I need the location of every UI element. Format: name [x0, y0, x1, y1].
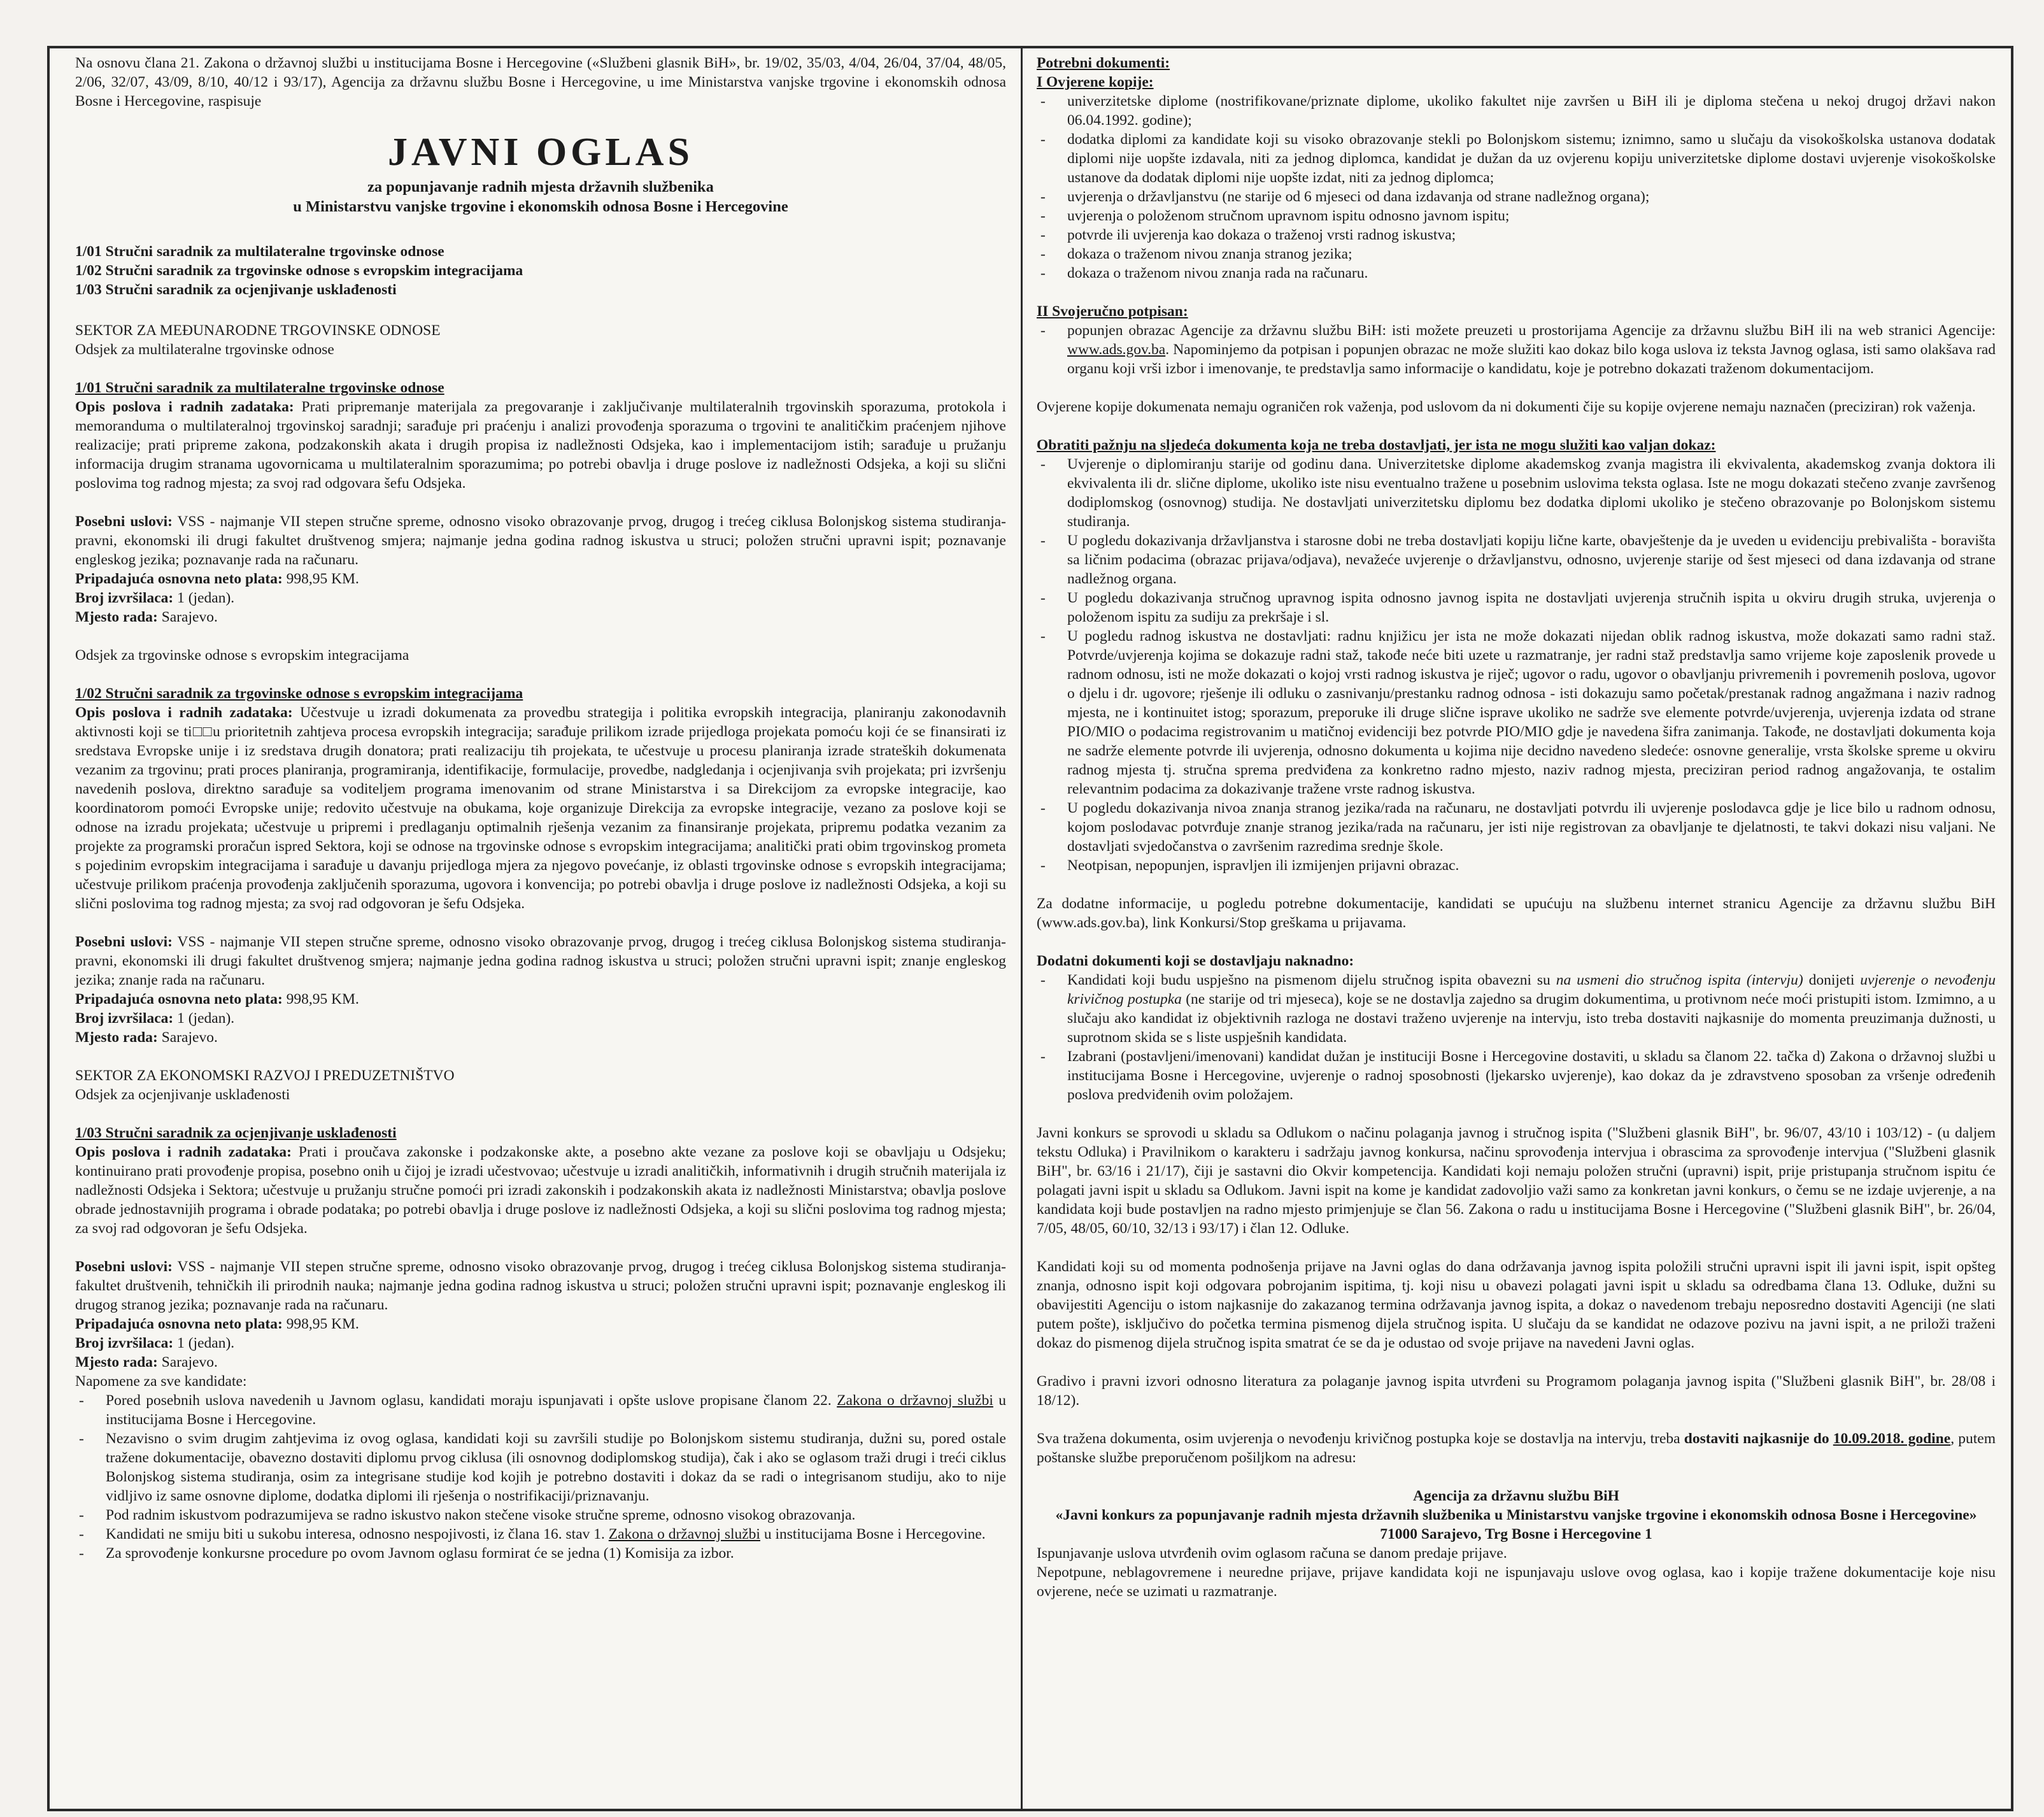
list-item: - U pogledu dokazivanja stručnog upravnog ispita odnosno javnog ispita ne dostavljati uvjerenja stručnih ispita u okviru drugih struka, uvjerenja o položenom ispitu za sudiju za prekršaje i sl. — [1037, 588, 1996, 627]
text: (ne starije od tri mjeseca), koje se ne dostavlja zajedno sa drugim dokumentima, u protivnom neće moći pristupiti istom. Izmimno, a u slučaju ako kandidat iz objektivnih razloga ne dostavi traženo uvjerenje na intervju, isto treba dostaviti najkasnije do momenta preuzimanja dužnosti, u suprotnom skida se s liste uspješnih kandidata. — [1067, 991, 1996, 1046]
work-location — [75, 1028, 1006, 1047]
text: . Napominjemo da potpisan i popunjen obrazac ne može služiti kao dokaz bilo koga uslova iz teksta Javnog oglasa, isti samo olakšava rad organu koji vrši izbor i imenovanje, te predstavlja samo informacije o kandidatu, koje je potrebno dokazati traženom dokumentacijom. — [1067, 341, 1996, 377]
mailing-address — [1037, 1486, 1996, 1544]
label: Broj izvršilaca: — [75, 1335, 174, 1351]
certified-copies-list — [1037, 92, 1996, 283]
left-column — [75, 53, 1006, 1582]
list-item: - U pogledu dokazivanja državljanstva i starosne dobi ne treba dostavljati kopiju lične karte, obavještenje da je uveden u evidenciju prebivališta - boravišta sa ličnim podacima (obrazac prijava/odjava), nevažeće uvjerenje o državljanstvu, odnosno, uvjerenje starije od šest mjeseci od dana izdavanja od strane nadležnog organa. — [1037, 531, 1996, 588]
job-description — [75, 1143, 1006, 1238]
label: Posebni uslovi: — [75, 934, 173, 950]
text: VSS - najmanje VII stepen stručne spreme, odnosno visoko obrazovanje prvog, drugog i trećeg ciklusa Bolonjskog sistema studiranja-pravni, ekonomski ili drugi fakultet društvenog smjera; najmanje jedna godina radnog iskustva u struci; položen stručni upravni ispit; znanje engleskog jezika; znanje rada na računaru. — [75, 934, 1006, 988]
list-item: - uvjerenja o položenom stručnom upravnom ispitu odnosno javnom ispitu; — [1037, 206, 1996, 225]
salary — [75, 1315, 1006, 1334]
position-item: 1/03 Stručni saradnik za ocjenjivanje usklađenosti — [75, 281, 397, 298]
attention-list — [1037, 455, 1996, 875]
intro-text: Na osnovu člana 21. Zakona o državnoj službi u institucijama Bosne i Hercegovine («Službeni glasnik BiH», br. 19/02, 35/03, 4/04, 26/04, 37/04, 48/05, 2/06, 32/07, 43/09, 8/10, 40/12 i 93/17), Agencija za državnu službu Bosne i Hercegovine, u ime Ministarstva vanjske trgovine i ekonomskih odnosa Bosne i Hercegovine, raspisuje — [75, 55, 1006, 110]
ad-title: JAVNI OGLAS — [387, 131, 694, 174]
text: donijeti — [1803, 972, 1861, 988]
deadline-label: dostaviti najkasnije do — [1684, 1430, 1833, 1447]
later-docs-list — [1037, 971, 1996, 1104]
label: Broj izvršilaca: — [75, 590, 174, 606]
department-name: Odsjek za multilateralne trgovinske odnose — [75, 341, 334, 358]
position-heading: 1/03 Stručni saradnik za ocjenjivanje usklađenosti — [75, 1125, 397, 1141]
list-item: - Neotpisan, nepopunjen, ispravljen ili izmijenjen prijavni obrazac. — [1037, 856, 1996, 875]
list-item — [75, 1391, 1006, 1429]
label: Pripadajuća osnovna neto plata: — [75, 1316, 283, 1332]
sector-heading: SEKTOR ZA MEĐUNARODNE TRGOVINSKE ODNOSE — [75, 322, 441, 339]
attention-heading: Obratiti pažnju na sljedeća dokumenta koja ne treba dostavljati, jer ista ne mogu služiti kao valjan dokaz: — [1037, 437, 1716, 453]
salary — [75, 569, 1006, 588]
text: Sva tražena dokumenta, osim uvjerenja o nevođenju krivičnog postupka koje se dostavlja na intervju, treba — [1037, 1430, 1684, 1447]
notes-heading: Napomene za sve kandidate: — [75, 1373, 247, 1390]
list-item: - potvrde ili uvjerenja kao dokaza o traženoj vrsti radnog iskustva; — [1037, 225, 1996, 245]
list-item: - univerzitetske diplome (nostrifikovane/priznate diplome, ukoliko fakultet nije završen u BiH ili je diploma stečena u nekoj drugoj državi nakon 06.04.1992. godine); — [1037, 92, 1996, 130]
label: Opis poslova i radnih zadataka: — [75, 399, 294, 415]
salary — [75, 990, 1006, 1009]
address-line: 71000 Sarajevo, Trg Bosne i Hercegovine 1 — [1380, 1526, 1652, 1543]
list-item — [1037, 321, 1996, 378]
list-item: - Za sprovođenje konkursne procedure po ovom Javnom oglasu formirat će se jedna (1) Komisija za izbor. — [75, 1544, 1006, 1563]
fulfillment-note: Ispunjavanje uslova utvrđenih ovim oglasom računa se danom predaje prijave. — [1037, 1545, 1507, 1562]
text: Pored posebnih uslova navedenih u Javnom oglasu, kandidati moraju ispunjavati i opšte uslove propisane članom 22. — [106, 1392, 837, 1409]
positions-list — [75, 242, 1006, 299]
validity-note: Ovjerene kopije dokumenata nemaju ograničen rok važenja, pod uslovom da ni dokumenti čije su kopije ovjerene nemaju naznačen (preciziran) rok važenja. — [1037, 399, 1976, 415]
ad-subtitle — [75, 177, 1006, 217]
value: 1 (jedan). — [173, 590, 235, 606]
candidates-paragraph: Kandidati koji su od momenta podnošenja prijave na Javni oglas do dana održavanja javnog ispita položili stručni upravni ispit ili javni ispit, ispit opšteg znanja, odnosno ispit koji odgovara pobrojanim ispitima, tj. koji nisu u obavezi polagati javni ispit u skladu sa odredbama člana 13. Odluke, dužni su obavijestiti Agenciju o istom najkasnije do zakazanog termina održavanja javnog ispita, a dokaz o navedenom trebaju neposredno dostaviti Agenciji (ne slati putem pošte), isključivo do početka termina pismenog dijela stručnog ispita. U slučaju da se kandidat ne odazove pozivu na javni ispit, a ne priloži traženi dokaz do pismenog dijela stručnog ispita smatrat će se da je odustao od svoje prijave na navedeni Javni oglas. — [1037, 1258, 1996, 1351]
label: Mjesto rada: — [75, 1029, 158, 1046]
executors — [75, 1334, 1006, 1353]
label: Broj izvršilaca: — [75, 1010, 174, 1027]
job-description — [75, 703, 1006, 913]
signed-form-heading: II Svojeručno potpisan: — [1037, 303, 1188, 320]
deadline-paragraph — [1037, 1429, 1996, 1467]
law-link: Zakona o državnoj službi — [608, 1526, 760, 1543]
list-item: - Uvjerenje o diplomiranju starije od godinu dana. Univerzitetske diplome akademskog zvanja magistra ili ekvivalenta, akademskog zvanja doktora ili ekvivalenta ili dr. slične diplome, ukoliko iste nisu eventualno tražene u posebnim uslovima teksta oglasa. Iste ne mogu dokazati stečeno zvanje završenog dodiplomskog (osnovnog) studija. Ne dostavljati univerzitetsku diplomu bez dodatka diplomi ukoliko je stečeno obrazovanje po Bolonjskom sistemu studiranja. — [1037, 455, 1996, 531]
website-link[interactable]: www.ads.gov.ba — [1067, 341, 1166, 358]
subtitle-line-1: za popunjavanje radnih mjesta državnih službenika — [367, 178, 714, 196]
position-heading: 1/02 Stručni saradnik za trgovinske odnose s evropskim integracijama — [75, 685, 523, 702]
label: Opis poslova i radnih zadataka: — [75, 704, 293, 721]
list-item — [1037, 971, 1996, 1047]
text: VSS - najmanje VII stepen stručne spreme, odnosno visoko obrazovanje prvog, drugog i trećeg ciklusa Bolonjskog sistema studiranja-fakultet društvenih, tehničkih ili prirodnih nauka; najmanje jedna godina radnog iskustva u struci; položen stručni upravni ispit; poznavanje engleskog ili drugog stranog jezika; poznavanje rada na računaru. — [75, 1258, 1006, 1313]
list-item: - Pod radnim iskustvom podrazumijeva se radno iskustvo nakon stečene visoke stručne spreme, odnosno visokog obrazovanja. — [75, 1506, 1006, 1525]
column-divider — [1021, 47, 1023, 1809]
text: Prati i proučava zakonske i podzakonske akte, a posebno akte vezane za poslove koji se obavljaju u Odsjeku; kontinuirano prati provođenje propisa, posebno onih u čijoj je izradi učestvovao; učestvuje u izradi analitičkih, informativnih i drugih stručnih materijala iz nadležnosti Odsjeka i Sektora; učestvuje u pružanju stručne pomoći pri izradi zakonskih i podzakonskih akata iz nadležnosti Ministarstva; obavlja poslove obrade jednostavnijih programa i obrade podataka; po potrebi obavlja i druge poslove iz nadležnosti Odsjeka, a koji su slični poslovima tog radnog mjesta; za svoj rad odgovoran je šefu Odsjeka. — [75, 1144, 1006, 1237]
label: Pripadajuća osnovna neto plata: — [75, 991, 283, 1008]
text: popunjen obrazac Agencije za državnu službu BiH: isti možete preuzeti u prostorijama Agencije za državnu službu BiH ili na web stranici Agencije: — [1067, 322, 1996, 339]
label: Mjesto rada: — [75, 1354, 158, 1371]
work-location — [75, 608, 1006, 627]
later-docs-heading: Dodatni dokumenti koji se dostavljaju naknadno: — [1037, 953, 1354, 969]
value: 1 (jedan). — [173, 1335, 235, 1351]
value: 998,95 KM. — [282, 571, 359, 587]
list-item: - Izabrani (postavljeni/imenovani) kandidat dužan je instituciji Bosne i Hercegovine dostaviti, u skladu sa članom 22. tačka d) Zakona o državnoj službi u institucijama Bosne i Hercegovine, uvjerenje o radnoj sposobnosti (ljekarsko uvjerenje), kao dokaz da je zdravstveno sposoban za vršenje određenih poslova predviđenih ovim položajem. — [1037, 1047, 1996, 1104]
list-item: - dodatka diplomi za kandidate koji su visoko obrazovanje stekli po Bolonjskom sistemu; iznimno, samo u slučaju da visokoškolska ustanova dodatak diplomi nije uopšte izdavala, niti za jednog diplomca, kandidat je dužan da uz ovjerenu kopiju univerzitetske diplome dostavi uvjerenje visokoškolske ustanove da dodatak diplomi nije uopšte izdat, niti za jednog diplomca; — [1037, 130, 1996, 187]
deadline-date: 10.09.2018. godine — [1833, 1430, 1951, 1447]
required-docs-heading: Potrebni dokumenti: — [1037, 55, 1170, 71]
label: Opis poslova i radnih zadataka: — [75, 1144, 292, 1160]
subtitle-line-2: u Ministarstvu vanjske trgovine i ekonomskih odnosa Bosne i Hercegovine — [293, 198, 788, 215]
label: Pripadajuća osnovna neto plata: — [75, 571, 283, 587]
department-name: Odsjek za ocjenjivanje usklađenosti — [75, 1087, 290, 1103]
special-conditions — [75, 512, 1006, 569]
position-heading: 1/01 Stručni saradnik za multilateralne trgovinske odnose — [75, 380, 444, 396]
sector-heading: SEKTOR ZA EKONOMSKI RAZVOJ I PREDUZETNIŠTVO — [75, 1067, 455, 1084]
incomplete-note: Nepotpune, neblagovremene i neuredne prijave, prijave kandidata koji ne ispunjavaju uslove ovog oglasa, kao i kopije tražene dokumentacije koje nisu ovjerene, neće se uzimati u razmatranje. — [1037, 1564, 1996, 1600]
list-item: - dokaza o traženom nivou znanja rada na računaru. — [1037, 264, 1996, 283]
certified-copies-heading: I Ovjerene kopije: — [1037, 74, 1154, 90]
value: Sarajevo. — [157, 1354, 218, 1371]
list-item: - Nezavisno o svim drugim zahtjevima iz ovog oglasa, kandidati koji su završili studije po Bolonjskom sistemu studiranja, dužni su, pored ostale tražene dokumentacije, obavezno dostaviti diplomu prvog ciklusa (ili osnovnog dodiplomskog studija), čak i ako se oglasom traži drugi i treći ciklus Bolonjskog sistema studiranja, osim za integrisane studije kod kojih je potrebno dostaviti i dokaz da se radi o integrisanom studiju, ako to nije vidljivo iz same osnovne diplome, dodatka diplomi ili rješenja o nostrifikaciji/priznavanju. — [75, 1429, 1006, 1506]
list-item: - uvjerenja o državljanstvu (ne starije od 6 mjeseci od dana izdavanja od strane nadležnog organa); — [1037, 187, 1996, 206]
list-item: - U pogledu dokazivanja nivoa znanja stranog jezika/rada na računaru, ne dostavljati potvrdu ili uvjerenje poslodavca gdje je lice bilo u radnom odnosu, kojom poslodavac potvrđuje znanje stranog jezika/rada na računaru, jer isti nije registrovan za obavljanje te djelatnosti, te takvi dokazi nisu valjani. Ne dostavljati svjedočanstva o završenim razredima srednje škole. — [1037, 799, 1996, 856]
executors — [75, 588, 1006, 608]
right-column — [1037, 53, 1996, 1601]
list-item — [75, 1525, 1006, 1544]
text: Kandidati koji budu uspješno na pismenom dijelu stručnog ispita obavezni su — [1067, 972, 1556, 988]
value: Sarajevo. — [157, 609, 218, 625]
text: Učestvuje u izradi dokumenata za provedbu strategija i politika evropskih integracija, planiranju zakonodavnih aktivnosti koji se ti□□u prioritetnih zahtjeva procesa evropskih integracija; sarađuje prilikom izrade prijedloga projekata pomoću koji će se finansirati iz sredstava Evropske unije i iz sredstava drugih donatora; prati realizaciju tih projekata, te učestvuje u procesu planiranja izrade strateških dokumenata vezanim za trgovinu; prati proces planiranja, programiranja, identifikacije, formulacije, provedbe, nadgledanja i ocjenjivanja svih projekata; pri izvršenju navedenih poslova, direktno sarađuje sa voditeljem programa imenovanim od strane Ministarstva i sa Direkcijom za evropske integracije, kao koordinatorom pomoći Evropske unije; redovito učestvuje na obukama, koje organizuje Direkcija za evropske integracije, vezano za poslove koji se odnose na izradu projekata; učestvuje u pripremi i predlaganju optimalnih rješenja vezanim za finansiranje projekata, pripremu podatka vezanim za projekte za programski proračun ispred Sektora, koji se odnose na trgovinske odnose s evropskim integracijama; analitički prati obim trgovinskog prometa s pojedinim evropskim integracijama i sarađuje u davanju prijedloga mjera za njegovo povećanje, iz oblasti trgovinske odnose s evropskih integracijama; učestvuje prilikom praćenja provođenja zaključenih sporazuma, ugovora i konvencija; po potrebi obavlja i druge poslove iz nadležnosti Odsjeka, a koji su slični poslovima tog radnog mjesta; za svoj rad odgovoran je šefu Odsjeka. — [75, 704, 1006, 912]
literature-paragraph: Gradivo i pravni izvori odnosno literatura za polaganje javnog ispita utvrđeni su Programom polaganja javnog ispita ("Službeni glasnik BiH", br. 28/08 i 18/12). — [1037, 1373, 1996, 1409]
label: Posebni uslovi: — [75, 513, 173, 530]
department-name: Odsjek za trgovinske odnose s evropskim integracijama — [75, 647, 409, 664]
job-description — [75, 397, 1006, 493]
special-conditions — [75, 932, 1006, 990]
list-item: - U pogledu radnog iskustva ne dostavljati: radnu knjižicu jer ista ne može dokazati nijedan oblik radnog iskustva, može dokazati samo radni staž. Potvrde/uvjerenja kojima se dokazuje radni staž, takođe neće biti uzete u razmatranje, jer radni staž predstavlja samo vrijeme koje zaposlenik provede u radnom odnosu, isti ne može dokazati o kojoj vrsti radnog iskustva je riječ; ugovor o radu, ugovor o obavljanju privremenih i povremenih poslova, ugovor o djelu i dr. ugovore; rješenje ili odluku o zasnivanju/prestanku radnog odnosa - isti dokazuju samo početak/prestanak radnog angažmana i naziv radnog mjesta, ne i kontinuitet istog; sporazum, preporuke ili druge slične isprave ukoliko ne sadrže sve elemente potvrde/uvjerenja, uvjerenja izdata od strane PIO/MIO o podacima registrovanim u matičnoj evidenciji bez potvrde PIO/MIO gdje je navedena šifra zanimanja. Takođe, ne dostavljati dokumenta koja ne sadrže elemente potvrde ili uvjerenja, odnosno dokumenta u kojima nije decidno navedeno sledeće: osnovne generalije, vrsta školske spreme u okviru radnog mjesta tj. stručna sprema predviđena za konkretno radno mjesto, naziv radnog mjesta, preciziran period radnog angažovanja, te ostalim relevantnim podacima za dokazivanje tražene vrste radnog iskustva. — [1037, 627, 1996, 799]
special-conditions — [75, 1257, 1006, 1315]
address-line: Agencija za državnu službu BiH — [1413, 1488, 1619, 1504]
text: u institucijama Bosne i Hercegovine. — [760, 1526, 986, 1543]
text: , putem poštanske službe preporučenom pošiljkom na adresu: — [1037, 1430, 1996, 1466]
text: Kandidati ne smiju biti u sukobu interesa, odnosno nespojivosti, iz člana 16. stav 1. — [106, 1526, 609, 1543]
value: 998,95 KM. — [282, 991, 359, 1008]
signed-form-list — [1037, 321, 1996, 378]
position-item: 1/01 Stručni saradnik za multilateralne trgovinske odnose — [75, 243, 444, 260]
label: Mjesto rada: — [75, 609, 158, 625]
executors — [75, 1009, 1006, 1028]
text: VSS - najmanje VII stepen stručne spreme, odnosno visoko obrazovanje prvog, drugog i trećeg ciklusa Bolonjskog sistema studiranja-pravni, ekonomski ili drugi fakultet društvenog smjera; najmanje jedna godina radnog iskustva u struci; položen stručni upravni ispit; poznavanje engleskog jezika; poznavanje rada na računaru. — [75, 513, 1006, 568]
value: Sarajevo. — [157, 1029, 218, 1046]
emphasis: na usmeni dio stručnog ispita (intervju) — [1556, 972, 1803, 988]
value: 998,95 KM. — [282, 1316, 359, 1332]
list-item: - dokaza o traženom nivou znanja stranog jezika; — [1037, 245, 1996, 264]
label: Posebni uslovi: — [75, 1258, 173, 1275]
additional-info: Za dodatne informacije, u pogledu potrebne dokumentacije, kandidati se upućuju na službenu internet stranicu Agencije za državnu službu BiH (www.ads.gov.ba), link Konkursi/Stop greškama u prijavama. — [1037, 895, 1996, 931]
value: 1 (jedan). — [173, 1010, 235, 1027]
contest-paragraph: Javni konkurs se sprovodi u skladu sa Odlukom o načinu polaganja javnog i stručnog ispita ("Službeni glasnik BiH", br. 96/07, 43/10 i 103/12) - (u daljem tekstu Odluka) i Pravilnikom o karakteru i sadržaju javnog konkursa, načinu sprovođenja intervjua i obrascima za sprovođenje intervjua ("Službeni glasnik BiH", br. 63/16 i 21/17), čiji je sastavni dio Okvir kompetencija. Kandidati koji nemaju položen stručni (upravni) ispit, prije pristupanja stručnom ispitu će polagati javni ispit u skladu sa Odlukom. Javni ispit na kome je kandidat zadovoljio važi samo za konkretan javni konkurs, o čemu se ne izdaje uvjerenje, a na kandidata koji bude postavljen na radno mjesto primjenjuje se član 56. Zakona o radu u institucijama Bosne i Hercegovine ("Službeni glasnik BiH", br. 26/04, 7/05, 48/05, 60/10, 32/13 i 93/17) i član 12. Odluke. — [1037, 1125, 1996, 1237]
notes-list — [75, 1391, 1006, 1563]
position-item: 1/02 Stručni saradnik za trgovinske odnose s evropskim integracijama — [75, 262, 523, 279]
text: u institucijama Bosne i Hercegovine. — [106, 1392, 1006, 1428]
emphasis: uvjerenje o nevođenju krivičnog postupka — [1067, 972, 1996, 1008]
law-link: Zakona o državnoj službi — [837, 1392, 993, 1409]
text: Prati pripremanje materijala za pregovaranje i zaključivanje multilateralnih trgovinskih sporazuma, protokola i memoranduma o multilateralnoj trgovinskoj saradnji; sarađuje pri praćenju i analizi provođenja sporazuma o trgovini te analitičkim praćenjem njihove realizacije; prati pripreme zakona, podzakonskih akata i drugih propisa iz nadležnosti Odsjeka, kao i implementacijom istih; sarađuje u pružanju informacija drugim stranama ugovornicama u multilateralnim sporazumima; po potrebi obavlja i druge poslove iz nadležnosti Odsjeka, a koji su slični poslovima tog radnog mjesta; za svoj rad odgovara šefu Odsjeka. — [75, 399, 1006, 492]
work-location — [75, 1353, 1006, 1372]
address-line: «Javni konkurs za popunjavanje radnih mjesta državnih službenika u Ministarstvu vanjske trgovine i ekonomskih odnosa Bosne i Hercegovine» — [1055, 1507, 1977, 1523]
